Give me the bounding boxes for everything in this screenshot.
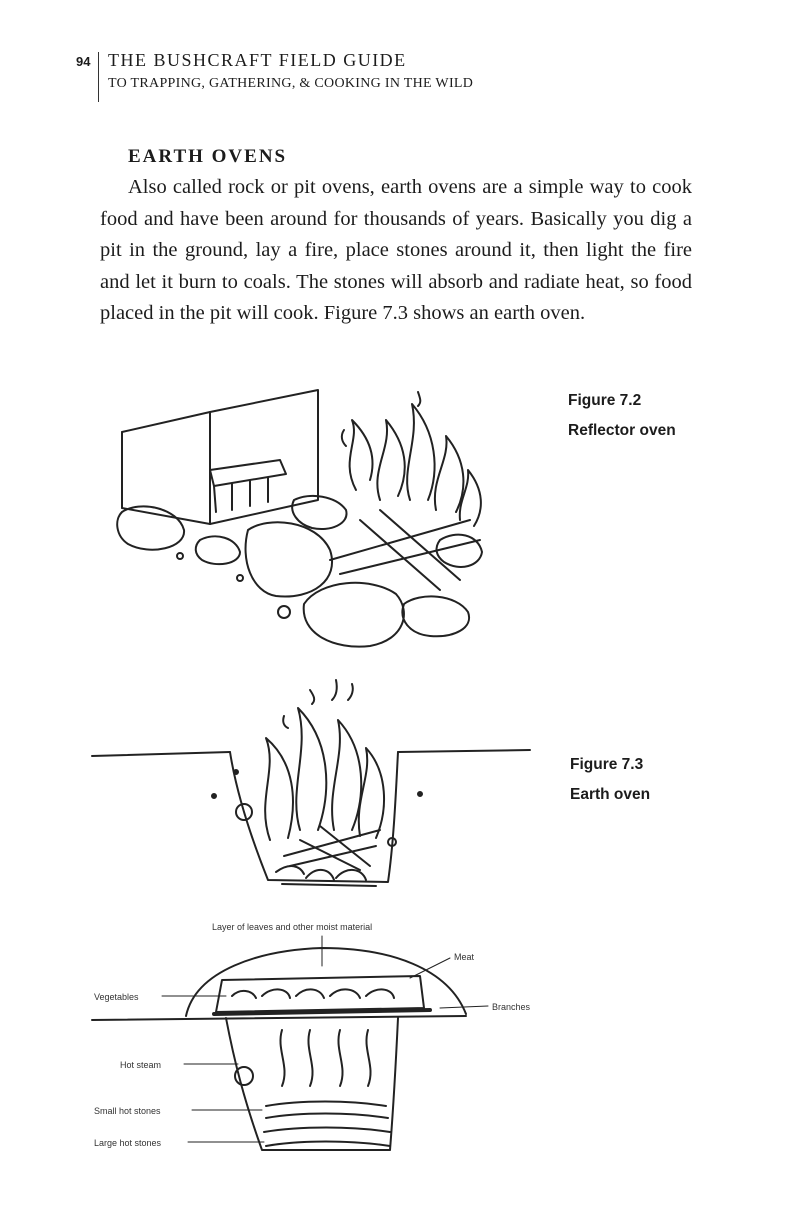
food-items [232, 989, 394, 998]
figure-7-2-number: Figure 7.2 [568, 392, 642, 409]
label-leaf-layer: Layer of leaves and other moist material [212, 922, 373, 932]
body-paragraph: Also called rock or pit ovens, earth ovens are a simple way to cook food and have been around for thousands of years. Basically you dig a pit in the ground, lay a fire, place stones around it, then light the fire and let it burn to coals. The stones will absorb and radiate heat, so food placed in the pit will cook. Figure 7.3 shows an earth oven. [100, 176, 692, 324]
figure-7-3-title: Earth oven [570, 786, 651, 803]
figure-7-3-number: Figure 7.3 [570, 756, 644, 773]
book-title: THE BUSHCRAFT FIELD GUIDE [108, 50, 407, 70]
label-vegetables: Vegetables [94, 992, 139, 1002]
figure-7-2-title: Reflector oven [568, 422, 676, 439]
page-number: 94 [76, 54, 91, 69]
label-branches: Branches [492, 1002, 531, 1012]
label-large-stones: Large hot stones [94, 1138, 162, 1148]
hot-stones [264, 1102, 390, 1147]
label-hot-steam: Hot steam [120, 1060, 162, 1070]
book-subtitle: TO TRAPPING, GATHERING, & COOKING IN THE WILD [108, 76, 474, 91]
label-small-stones: Small hot stones [94, 1106, 161, 1116]
section-heading: EARTH OVENS [128, 146, 288, 167]
hot-steam [280, 1030, 370, 1086]
label-meat: Meat [454, 952, 475, 962]
ground-line [92, 1016, 466, 1020]
